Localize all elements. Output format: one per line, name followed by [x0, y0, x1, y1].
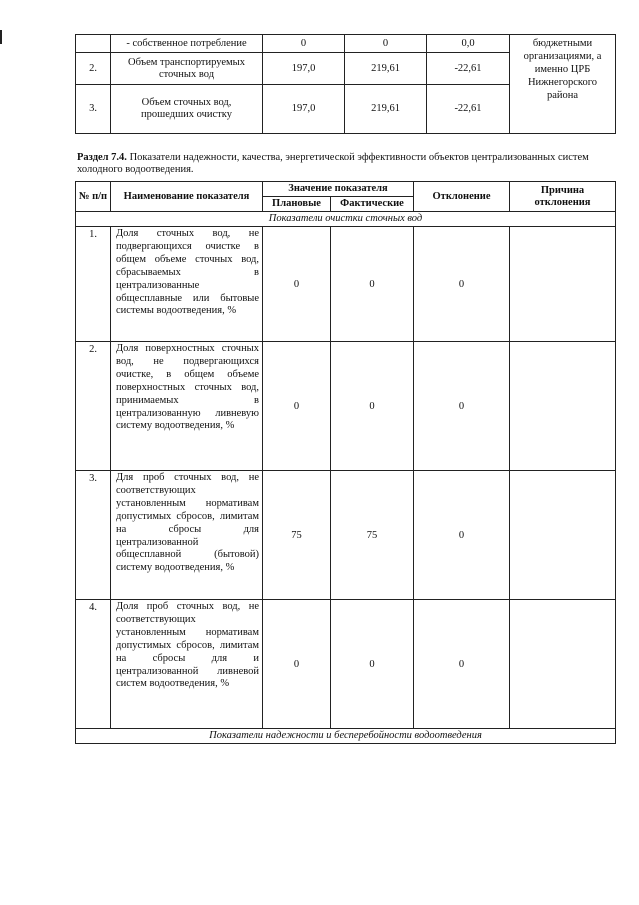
section-title: Показатели надежности, качества, энергетической эффективности объектов централизованных систем холодного водоотведения.	[77, 152, 589, 175]
header-row	[76, 182, 616, 197]
plan-value: 0	[263, 342, 331, 471]
fact-value: 219,61	[345, 53, 427, 85]
indicator-name: Доля поверхностных сточных вод, не подвергающихся очистке, в общем объеме поверхностных сточных вод, принимаемых в централизованную ливневую систему водоотведения, %	[111, 342, 263, 471]
group-row	[76, 212, 616, 227]
deviation-reason	[510, 227, 616, 342]
fact-value: 0	[331, 227, 414, 342]
plan-value: 197,0	[263, 53, 345, 85]
header-name: Наименование показателя	[111, 182, 263, 212]
table-row	[76, 471, 616, 600]
indicator-name: Объем сточных вод, прошедших очистку	[111, 85, 263, 134]
wastewater-volume-table	[75, 34, 616, 134]
indicator-name: Доля сточных вод, не подвергающихся очистке в общем объеме сточных вод, сбрасываемых в централизованные общесплавные или бытовые системы водоотведения, %	[111, 227, 263, 342]
fact-value: 219,61	[345, 85, 427, 134]
plan-value: 0	[263, 600, 331, 729]
deviation-reason	[510, 600, 616, 729]
deviation-value: -22,61	[427, 85, 510, 134]
section-heading	[77, 152, 617, 176]
section-number: Раздел 7.4.	[77, 152, 127, 163]
deviation-reason: бюджетными организациями, а именно ЦРБ Нижнегорского района	[510, 35, 616, 134]
deviation-value: -22,61	[427, 53, 510, 85]
deviation-value: 0,0	[427, 35, 510, 53]
group-title: Показатели надежности и бесперебойности водоотведения	[76, 729, 616, 744]
deviation-value: 0	[414, 342, 510, 471]
indicator-name: - собственное потребление	[111, 35, 263, 53]
table-row	[76, 342, 616, 471]
fact-value: 75	[331, 471, 414, 600]
row-number: 1.	[76, 227, 111, 342]
deviation-value: 0	[414, 471, 510, 600]
plan-value: 75	[263, 471, 331, 600]
scan-edge-mark	[0, 30, 2, 44]
row-number: 2.	[76, 53, 111, 85]
header-fact: Фактические	[331, 197, 414, 212]
deviation-reason	[510, 342, 616, 471]
row-number: 2.	[76, 342, 111, 471]
header-number: № п/п	[76, 182, 111, 212]
header-deviation: Отклонение	[414, 182, 510, 212]
deviation-value: 0	[414, 600, 510, 729]
indicator-name: Доля проб сточных вод, не соответствующих установленным нормативам допустимых сбросов, лимитам на сбросы для и централизованной ливневой систем водоотведения, %	[111, 600, 263, 729]
deviation-value: 0	[414, 227, 510, 342]
header-plan: Плановые	[263, 197, 331, 212]
row-number: 3.	[76, 85, 111, 134]
table-row	[76, 227, 616, 342]
fact-value: 0	[345, 35, 427, 53]
plan-value: 0	[263, 35, 345, 53]
row-number: 3.	[76, 471, 111, 600]
indicator-name: Объем транспортируемых сточных вод	[111, 53, 263, 85]
row-number	[76, 35, 111, 53]
header-reason: Причина отклонения	[510, 182, 616, 212]
plan-value: 0	[263, 227, 331, 342]
group-row	[76, 729, 616, 744]
indicator-name: Для проб сточных вод, не соответствующих установленным нормативам допустимых сбросов, лимитам на сбросы для централизованной общесплавной (бытовой) систему водоотведения, %	[111, 471, 263, 600]
row-number: 4.	[76, 600, 111, 729]
fact-value: 0	[331, 342, 414, 471]
table-row	[76, 600, 616, 729]
indicators-table	[75, 181, 616, 744]
group-title: Показатели очистки сточных вод	[76, 212, 616, 227]
plan-value: 197,0	[263, 85, 345, 134]
fact-value: 0	[331, 600, 414, 729]
table-row	[76, 35, 616, 53]
header-value: Значение показателя	[263, 182, 414, 197]
deviation-reason	[510, 471, 616, 600]
